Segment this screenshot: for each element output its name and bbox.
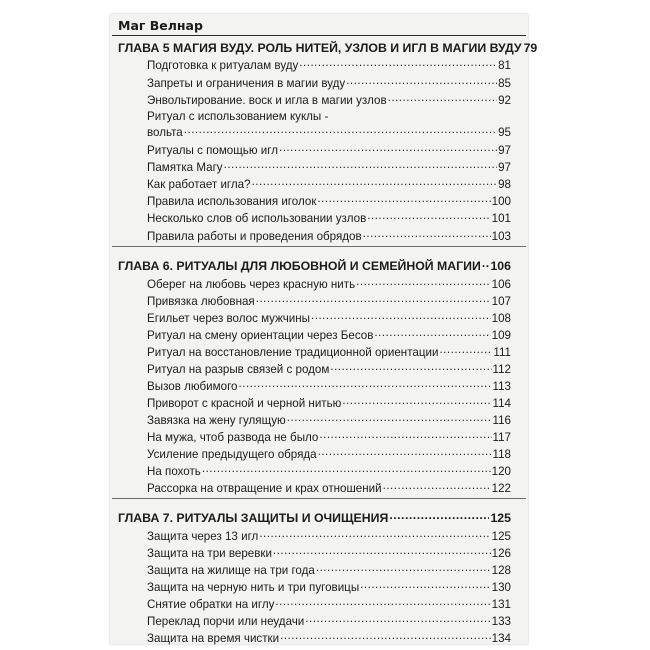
entry-page-number: 81 [498,58,511,72]
toc-entry[interactable] [147,528,511,543]
entry-title: На похоть [147,464,201,478]
toc-entry[interactable] [147,596,511,611]
leader-dots [239,378,492,390]
entry-title: На мужа, чтоб развода не было [147,430,319,444]
leader-dots [299,57,497,69]
entry-title: Правила использования иголок [147,194,317,208]
entry-title: Несколько слов об использовании узлов [147,211,367,225]
entry-page-number: 113 [492,379,511,393]
leader-dots [305,613,490,625]
toc-entry[interactable] [147,276,511,291]
section-divider [112,498,526,499]
entry-title: Защита через 13 игл [147,529,259,543]
toc-chapter-7[interactable] [118,510,511,525]
chapter-title: ГЛАВА 7. РИТУАЛЫ ЗАЩИТЫ И ОЧИЩЕНИЯ [118,511,389,526]
leader-dots [318,446,492,458]
leader-dots [316,562,491,574]
toc-entry[interactable] [147,193,511,208]
entry-title: Правила работы и проведения обрядов [147,229,362,243]
entry-page-number: 131 [491,597,511,611]
leader-dots [256,293,491,305]
leader-dots [317,193,490,205]
toc-entry[interactable] [147,124,511,139]
header-rule [112,35,526,36]
entry-title: Как работает игла? [147,177,251,191]
toc-entry[interactable] [147,395,511,410]
toc-entry[interactable] [147,630,511,645]
leader-dots [279,142,497,154]
entry-page-number: 117 [492,430,511,444]
entry-page-number: 92 [498,93,511,107]
toc-entry[interactable] [147,293,511,308]
leader-dots [273,545,491,557]
entry-title: Ритуал на восстановление традиционной ориентации [147,345,439,359]
entry-page-number: 100 [491,194,511,208]
entry-page-number: 95 [498,125,511,139]
leader-dots [388,92,497,104]
leader-dots [330,361,491,373]
toc-entry[interactable] [147,210,511,225]
entry-page-number: 103 [491,229,511,243]
leader-dots [383,480,491,492]
leader-dots [367,210,490,222]
entry-title: Защита на черную нить и три пуговицы [147,580,360,594]
toc-entry[interactable] [147,545,511,560]
toc-entry[interactable] [147,92,511,107]
entry-page-number: 97 [498,160,511,174]
toc-entry[interactable] [147,159,511,174]
toc-entry[interactable] [147,463,511,478]
leader-dots [259,528,490,540]
entry-title: Ритуал на разрыв связей с родом [147,362,330,376]
entry-page-number: 109 [491,328,511,342]
running-header-author: Маг Велнар [118,18,203,33]
leader-dots [346,75,497,87]
leader-dots [360,579,491,591]
toc-entry[interactable] [147,75,511,90]
toc-entry[interactable] [147,429,511,444]
leader-dots [363,228,491,240]
entry-page-number: 108 [491,311,511,325]
entry-page-number: 122 [491,481,511,495]
chapter-page-number: 79 [523,41,538,56]
entry-title: Вызов любимого [147,379,238,393]
entry-title: Подготовка к ритуалам вуду [147,58,299,72]
entry-page-number: 85 [498,76,511,90]
toc-entry[interactable] [147,613,511,628]
entry-title: Привязка любовная [147,294,255,308]
entry-page-number: 97 [498,143,511,157]
toc-entry[interactable] [147,57,511,72]
toc-entry[interactable] [147,562,511,577]
toc-chapter-6[interactable] [118,258,511,273]
entry-title: Памятка Магу [147,160,223,174]
toc-entry[interactable] [147,344,511,359]
entry-page-number: 114 [492,396,511,410]
toc-entry[interactable] [147,378,511,393]
leader-dots [356,276,491,288]
leader-dots [389,510,489,522]
entry-page-number: 116 [492,413,511,427]
entry-page-number: 125 [491,529,511,543]
entry-page-number: 130 [491,580,511,594]
entry-title: Защита на три веревки [147,546,272,560]
leader-dots [319,429,491,441]
entry-page-number: 101 [491,211,511,225]
entry-page-number: 107 [491,294,511,308]
leader-dots [224,159,497,171]
leader-dots [311,310,491,322]
entry-page-number: 111 [493,345,511,359]
leader-dots [482,258,490,270]
section-divider [112,246,526,247]
chapter-title: ГЛАВА 6. РИТУАЛЫ ДЛЯ ЛЮБОВНОЙ И СЕМЕЙНОЙ МАГИИ [118,259,481,274]
leader-dots [439,344,492,356]
entry-title: Снятие обратки на иглу [147,597,275,611]
leader-dots [287,412,492,424]
entry-page-number: 126 [491,546,511,560]
entry-page-number: 112 [492,362,511,376]
toc-chapter-5[interactable] [118,40,538,56]
chapter-title: ГЛАВА 5 МАГИЯ ВУДУ. РОЛЬ НИТЕЙ, УЗЛОВ И ИГЛ В МАГИИ ВУДУ [118,41,522,56]
entry-title: Ритуал на смену ориентации через Бесов [147,328,374,342]
toc-entry[interactable] [147,228,511,243]
entry-title: Усиление предыдущего обряда [147,447,317,461]
entry-title: Запреты и ограничения в магии вуду [147,76,346,90]
leader-dots [342,395,491,407]
entry-page-number: 98 [498,177,511,191]
leader-dots [275,596,490,608]
toc-entry[interactable] [147,579,511,594]
entry-title: вольта [147,125,183,139]
entry-title: Оберег на любовь через красную нить [147,277,356,291]
toc-entry[interactable] [147,142,511,157]
toc-entry-first-line[interactable]: Ритуал с использованием куклы - [147,110,329,123]
chapter-page-number: 125 [490,511,511,526]
entry-title: Егильет через волос мужчины [147,311,310,325]
toc-entry[interactable] [147,480,511,495]
leader-dots [202,463,491,475]
entry-title: Энвольтирование. воск и игла в магии узлов [147,93,387,107]
entry-title: Ритуалы с помощью игл [147,143,278,157]
toc-entry[interactable] [147,310,511,325]
entry-page-number: 133 [491,614,511,628]
entry-page-number: 134 [491,631,511,645]
leader-dots [184,124,497,136]
entry-title: Рассорка на отвращение и крах отношений [147,481,382,495]
toc-entry[interactable] [147,412,511,427]
entry-page-number: 120 [491,464,511,478]
entry-page-number: 106 [491,277,511,291]
leader-dots [280,630,491,642]
toc-entry[interactable] [147,361,511,376]
entry-title: Защита на время чистки [147,631,280,645]
entry-title: Переклад порчи или неудачи [147,614,305,628]
entry-title: Защита на жилище на три года [147,563,315,577]
leader-dots [374,327,490,339]
toc-entry[interactable] [147,446,511,461]
entry-page-number: 118 [492,447,511,461]
entry-title: Приворот с красной и черной нитью [147,396,342,410]
entry-page-number: 128 [491,563,511,577]
toc-entry[interactable] [147,176,511,191]
chapter-page-number: 106 [490,259,511,274]
leader-dots [252,176,498,188]
toc-entry[interactable] [147,327,511,342]
entry-title: Завязка на жену гулящую [147,413,286,427]
